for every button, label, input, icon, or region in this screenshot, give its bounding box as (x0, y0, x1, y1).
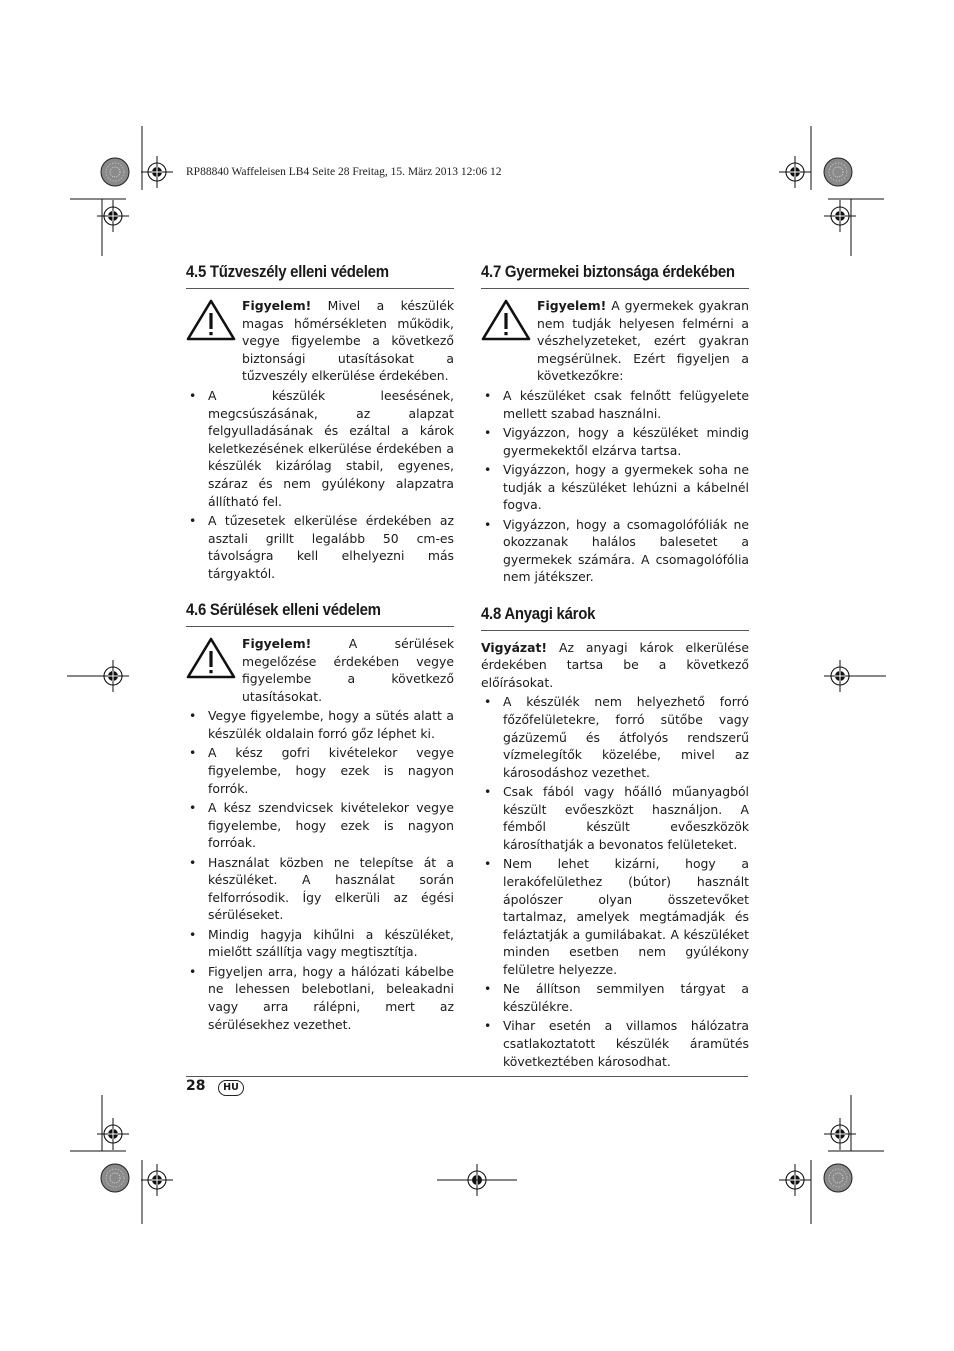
section-rule (481, 630, 749, 631)
list-item: • A tűzesetek elkerülése érdekében az asztali grillt legalább 50 cm-es távolságra kell elhelyezni más tárgyaktól. (186, 512, 454, 582)
list-item: • A készülék leesésének, megcsúszásának, az alapzat felgyulladásának és ezáltal a károk keletkezésének elkerülése érdekében a készülék kizárólag stabil, egyenes, száraz és nem gyúlékony alapzatra állítható fel. (186, 387, 454, 510)
list-item: • Nem lehet kizárni, hogy a lerakófelülethez (bútor) használt ápolószer olyan összetevőket tartalmaz, amelyek megtámadják és feláztatják a gumilábakat. A készüléket minden esetben nem gyúlékony felületre helyezze. (481, 855, 749, 978)
warning-box (186, 635, 454, 705)
page-number: 28 (186, 1078, 206, 1094)
list-item: • Mindig hagyja kihűlni a készüléket, mielőtt szállítja vagy megtisztítja. (186, 926, 454, 961)
warning-keyword: Figyelem! (242, 298, 312, 313)
registration-mark-right-middle (824, 660, 856, 692)
list-item: • Vegye figyelembe, hogy a sütés alatt a készülék oldalain forró gőz léphet ki. (186, 707, 454, 742)
warning-text (242, 297, 454, 385)
footer-rule (186, 1076, 748, 1077)
section-title: 4.8 Anyagi károk (481, 603, 596, 623)
warning-body: Mivel a készülék magas hőmérsékleten működik, vegye figyelembe a következő biztonsági utasításokat a tűzveszély elkerülése érdekében. (242, 298, 454, 384)
color-target-bottom-right (824, 1164, 852, 1192)
right-column (481, 262, 749, 1072)
list-item: • Csak fából vagy hőálló műanyagból készült evőeszközt használjon. A fémből készült evőeszközök károsíthatják a bevonatos felületeket. (481, 783, 749, 853)
registration-mark-bottom-left (141, 1164, 173, 1196)
warning-triangle-icon (481, 297, 537, 385)
section-title: 4.6 Sérülések elleni védelem (186, 600, 381, 620)
warning-box (481, 297, 749, 385)
warning-keyword: Figyelem! (242, 636, 312, 652)
list-item: • Vigyázzon, hogy a csomagolófóliák ne okozzanak halálos balesetet a gyermekek számára. A csomagolófólia nem játékszer. (481, 516, 749, 586)
bullet-list (186, 707, 454, 1033)
registration-mark-bottom-right (779, 1164, 811, 1196)
caution-body: Az anyagi károk elkerülése érdekében tartsa be a következő előírásokat. (481, 639, 749, 690)
warning-triangle-icon (186, 297, 242, 385)
list-item: • Vigyázzon, hogy a gyermekek soha ne tudják a készüléket lehúzni a kábelnél fogva. (481, 461, 749, 514)
language-badge: HU (218, 1080, 244, 1096)
list-item: • A kész gofri kivételekor vegye figyelembe, hogy ezek is nagyon forrók. (186, 744, 454, 797)
list-item: • A készülék nem helyezhető forró főzőfelületekre, forró sütőbe vagy gázüzemű és átfolyós rendszerű vízmelegítők közelébe, mivel az károsodáshoz vezethet. (481, 693, 749, 781)
color-target-top-right (824, 158, 852, 186)
caution-paragraph (481, 639, 749, 692)
warning-body: A sérülések megelőzése érdekében vegye figyelembe a következő utasításokat. (242, 636, 454, 704)
registration-mark-top-right (779, 156, 811, 188)
warning-text (242, 635, 454, 705)
section-child-safety (481, 262, 749, 586)
bullet-list (481, 387, 749, 586)
bullet-list (481, 693, 749, 1070)
section-rule (186, 626, 454, 627)
section-injury-safety (186, 600, 454, 1033)
list-item: • Vigyázzon, hogy a készüléket mindig gyermekektől elzárva tartsa. (481, 424, 749, 459)
warning-triangle-icon (186, 635, 242, 705)
section-title: 4.5 Tűzveszély elleni védelem (186, 262, 389, 281)
left-column (186, 262, 454, 1035)
print-slug-line: RP88840 Waffeleisen LB4 Seite 28 Freitag, 15. März 2013 12:06 12 (186, 166, 502, 178)
section-rule (481, 288, 749, 289)
warning-text (537, 297, 749, 385)
list-item: • Ne állítson semmilyen tárgyat a készülékre. (481, 980, 749, 1015)
list-item: • Használat közben ne telepítse át a készüléket. A használat során felforrósodik. Így elkerüli az égési sérüléseket. (186, 854, 454, 924)
warning-keyword: Figyelem! (537, 298, 607, 313)
list-item: • A készüléket csak felnőtt felügyelete mellett szabad használni. (481, 387, 749, 422)
registration-mark-left-middle (97, 660, 129, 692)
bullet-list (186, 387, 454, 582)
section-rule (186, 288, 454, 289)
list-item: • Vihar esetén a villamos hálózatra csatlakoztatott készülék áramütés következtében károsodhat. (481, 1017, 749, 1070)
warning-box (186, 297, 454, 385)
warning-body: A gyermekek gyakran nem tudják helyesen felmérni a vészhelyzeteket, ezért gyakran megsérülnek. Ezért figyeljen a következőkre: (537, 298, 749, 384)
section-material-damage (481, 604, 749, 1070)
list-item: • A kész szendvicsek kivételekor vegye figyelembe, hogy ezek is nagyon forróak. (186, 799, 454, 852)
section-fire-safety (186, 262, 454, 582)
list-item: • Figyeljen arra, hogy a hálózati kábelbe ne lehessen belebotlani, beleakadni vagy arra rálépni, mert az sérülésekhez vezethet. (186, 963, 454, 1033)
color-target-top-left (101, 158, 129, 186)
registration-mark-top-left (141, 156, 173, 188)
section-title: 4.7 Gyermekei biztonsága érdekében (481, 262, 735, 281)
caution-keyword: Vigyázat! (481, 639, 548, 655)
color-target-bottom-left (101, 1164, 129, 1192)
